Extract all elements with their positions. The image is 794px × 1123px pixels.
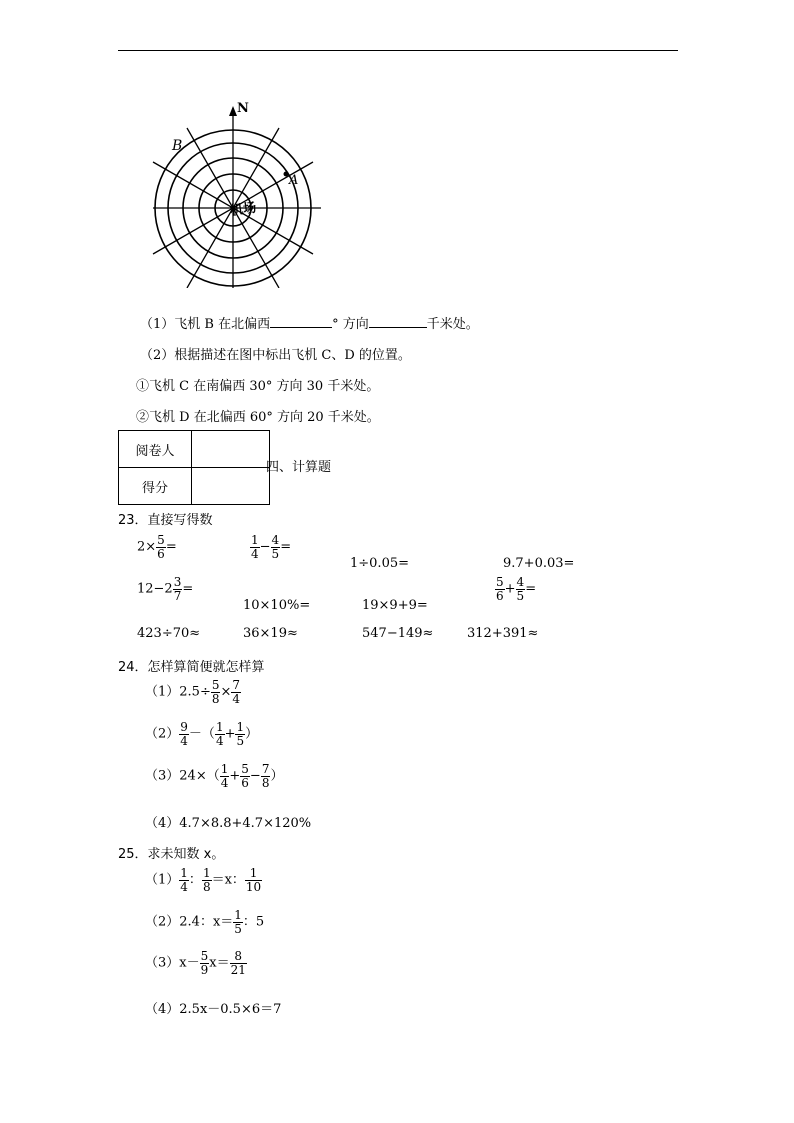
- denominator: 7: [173, 588, 182, 603]
- expr-text: （3）24×（: [145, 768, 220, 784]
- numerator: 1: [234, 908, 242, 922]
- q24-part1: [145, 679, 241, 705]
- numerator: 1: [215, 720, 224, 734]
- expr-text: （2）: [145, 726, 180, 742]
- q22-part1-mid: ° 方向: [332, 317, 369, 332]
- fraction: [233, 909, 243, 935]
- numerator: 7: [232, 678, 241, 692]
- numerator: 5: [157, 533, 165, 547]
- reviewer-field[interactable]: [192, 431, 270, 468]
- denominator: 10: [245, 879, 262, 894]
- fraction: [230, 950, 247, 976]
- numerator: 1: [180, 866, 188, 880]
- denominator: 4: [180, 733, 188, 748]
- denominator: 9: [200, 962, 209, 977]
- fraction: [516, 576, 526, 602]
- q22-plane-d: ②飞机 D 在北偏西 60° 方向 20 千米处。: [136, 410, 380, 425]
- numerator: 8: [230, 950, 247, 964]
- numerator: 1: [245, 867, 262, 881]
- numerator: 4: [271, 533, 280, 547]
- denominator: 8: [261, 775, 270, 790]
- expr-text: −: [249, 768, 261, 784]
- denominator: 21: [230, 962, 246, 977]
- denominator: 4: [251, 546, 259, 561]
- denominator: 8: [202, 879, 211, 894]
- expr-text: x＝: [209, 955, 230, 971]
- header-rule: [118, 50, 678, 51]
- fraction: [179, 867, 189, 893]
- expr-text: 12−2: [137, 581, 173, 597]
- q25-title: 25．求未知数 x。: [118, 847, 225, 862]
- q23-r3-b: 36×19≈: [243, 626, 298, 641]
- numerator: 1: [202, 866, 211, 880]
- q23-r1-a: [137, 534, 177, 560]
- numerator: 5: [200, 949, 209, 963]
- fraction: [495, 576, 505, 602]
- expr-text: －（: [188, 726, 215, 742]
- fraction: [240, 763, 250, 789]
- numerator: 5: [496, 575, 504, 589]
- score-label: 得分: [119, 468, 192, 505]
- fraction: [261, 763, 271, 789]
- score-field[interactable]: [192, 468, 270, 505]
- q24-part2: [145, 721, 258, 747]
- q23-r2-c: 19×9+9=: [362, 598, 428, 613]
- q25-part2: [145, 909, 264, 935]
- fraction: [220, 763, 230, 789]
- q25-part3: [145, 950, 247, 976]
- numerator: 4: [516, 575, 525, 589]
- q23-title: 23．直接写得数: [118, 513, 213, 528]
- q22-part2: （2）根据描述在图中标出飞机 C、D 的位置。: [140, 348, 411, 363]
- expr-text: （1）: [145, 872, 180, 888]
- fraction: [200, 950, 210, 976]
- fraction: [179, 721, 189, 747]
- north-arrow: [229, 106, 237, 116]
- expr-text: −: [259, 539, 271, 555]
- numerator: 5: [211, 678, 220, 692]
- q23-r3-c: 547−149≈: [362, 626, 434, 641]
- expr-text: +: [224, 726, 236, 742]
- denominator: 6: [496, 588, 504, 603]
- expr-text: +: [504, 581, 516, 597]
- point-a: [284, 172, 289, 177]
- label-a: A: [289, 173, 299, 188]
- expr-text: =: [525, 581, 537, 597]
- q23-r1-c: 1÷0.05=: [350, 556, 410, 571]
- q22-part1: [140, 313, 479, 332]
- north-label: N: [237, 101, 249, 116]
- fraction: [245, 867, 262, 893]
- fraction: [250, 534, 260, 560]
- numerator: 1: [236, 720, 245, 734]
- section4-title: 四、计算题: [266, 460, 332, 475]
- expr-text: ×: [220, 684, 232, 700]
- expr-text: （1）2.5÷: [145, 684, 211, 700]
- answer-blank-distance[interactable]: [369, 315, 427, 328]
- denominator: 4: [232, 691, 241, 706]
- expr-text: （3）x－: [145, 955, 200, 971]
- score-box: [118, 430, 270, 505]
- expr-text: ）: [270, 768, 284, 784]
- q22-part1-suffix: 千米处。: [426, 317, 479, 332]
- denominator: 6: [241, 775, 249, 790]
- numerator: 1: [220, 762, 229, 776]
- expr-text: （2）2.4：x＝: [145, 914, 234, 930]
- q24-title: 24．怎样算简便就怎样算: [118, 660, 265, 675]
- airport-label: 机场: [229, 200, 258, 219]
- numerator: 7: [261, 762, 270, 776]
- denominator: 6: [157, 546, 165, 561]
- denominator: 4: [220, 775, 229, 790]
- expr-text: 2×: [137, 539, 157, 555]
- denominator: 8: [211, 691, 220, 706]
- numerator: 1: [251, 533, 259, 547]
- expr-text: +: [229, 768, 241, 784]
- q22-part1-prefix: （1）飞机 B 在北偏西: [140, 317, 271, 332]
- fraction: [215, 721, 225, 747]
- numerator: 3: [173, 575, 182, 589]
- numerator: 9: [180, 720, 188, 734]
- fraction: [173, 576, 183, 602]
- polar-map-diagram: [140, 98, 340, 288]
- expr-text: ）: [245, 726, 259, 742]
- label-b: B: [172, 138, 183, 154]
- q24-part4: （4）4.7×8.8+4.7×120%: [145, 816, 312, 831]
- fraction: [271, 534, 281, 560]
- reviewer-label: 阅卷人: [119, 431, 192, 468]
- expr-text: =: [165, 539, 177, 555]
- numerator: 5: [241, 762, 249, 776]
- q23-r1-d: 9.7+0.03=: [503, 556, 575, 571]
- q23-r3-a: 423÷70≈: [137, 626, 201, 641]
- expr-text: ：5: [242, 914, 265, 930]
- fraction: [231, 679, 241, 705]
- expr-text: =: [280, 539, 292, 555]
- q23-r1-b: [250, 534, 291, 560]
- denominator: 4: [215, 733, 224, 748]
- expr-text: ＝x：: [211, 872, 245, 888]
- fraction: [156, 534, 166, 560]
- denominator: 5: [236, 733, 245, 748]
- q22-plane-c: ①飞机 C 在南偏西 30° 方向 30 千米处。: [136, 379, 380, 394]
- fraction: [235, 721, 245, 747]
- denominator: 5: [234, 921, 242, 936]
- denominator: 5: [271, 546, 280, 561]
- denominator: 4: [180, 879, 188, 894]
- answer-blank-angle[interactable]: [270, 315, 332, 328]
- q23-r3-d: 312+391≈: [467, 626, 539, 641]
- q23-r2-a: [137, 576, 193, 602]
- fraction: [202, 867, 212, 893]
- q23-r2-b: 10×10%=: [243, 598, 311, 613]
- q24-part3: [145, 763, 283, 789]
- q23-r2-d: [495, 576, 536, 602]
- denominator: 5: [516, 588, 525, 603]
- expr-text: ：: [188, 872, 202, 888]
- expr-text: =: [182, 581, 194, 597]
- q25-part1: [145, 867, 262, 893]
- q25-part4: （4）2.5x－0.5×6＝7: [145, 1002, 282, 1017]
